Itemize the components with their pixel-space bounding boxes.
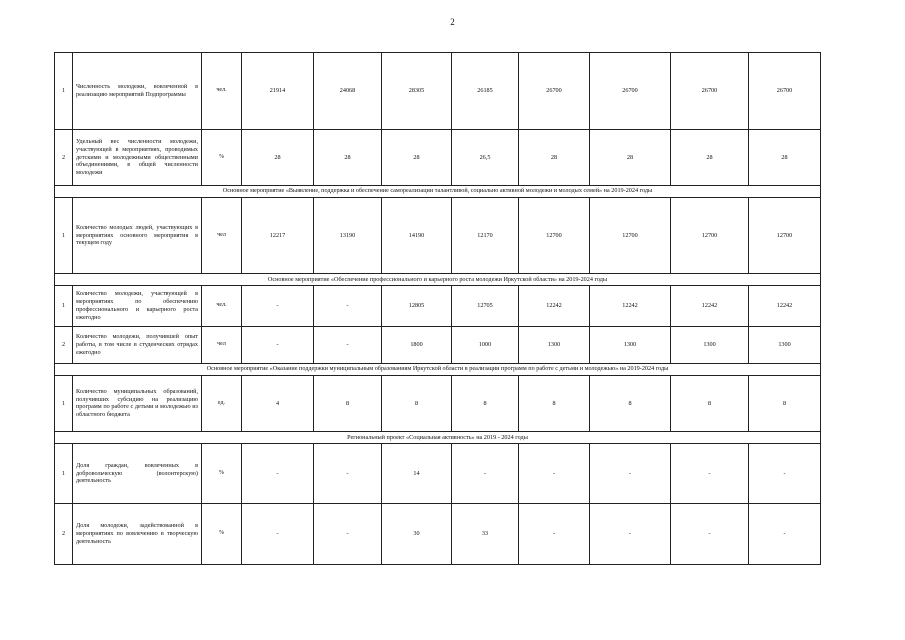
unit-cell: чел [202, 326, 242, 363]
value-cell: 1300 [671, 326, 749, 363]
section-header-row [55, 432, 821, 444]
row-number: 1 [55, 444, 73, 503]
value-cell: 28 [590, 130, 671, 185]
value-cell: 12242 [749, 286, 821, 326]
value-cell: 28 [671, 130, 749, 185]
table-row [55, 375, 821, 431]
value-cell: 12242 [590, 286, 671, 326]
value-cell: 33 [452, 503, 519, 564]
value-cell: 14 [382, 444, 452, 503]
value-cell: 13190 [314, 197, 382, 273]
indicator-name: Доля молодежи, задействованной в мероприятиях по вовлечению в творческую деятельность [73, 503, 202, 564]
value-cell: - [314, 444, 382, 503]
value-cell: - [519, 503, 590, 564]
value-cell: 28 [519, 130, 590, 185]
value-cell: 12700 [749, 197, 821, 273]
value-cell: 8 [590, 375, 671, 431]
value-cell: 26700 [519, 53, 590, 130]
value-cell: - [242, 286, 314, 326]
value-cell: 26,5 [452, 130, 519, 185]
value-cell: 1300 [590, 326, 671, 363]
value-cell: - [314, 286, 382, 326]
value-cell: 28305 [382, 53, 452, 130]
value-cell: - [671, 503, 749, 564]
value-cell: - [519, 444, 590, 503]
indicator-name: Удельный вес численности молодежи, участвующей в мероприятиях, проводимых детскими и молодежными общественными объединениями, в общей численности молодежи [73, 130, 202, 185]
value-cell: 1300 [749, 326, 821, 363]
value-cell: - [314, 326, 382, 363]
value-cell: 30 [382, 503, 452, 564]
table-row [55, 286, 821, 326]
value-cell: - [242, 326, 314, 363]
value-cell: - [242, 503, 314, 564]
indicators-table [54, 52, 821, 565]
row-number: 1 [55, 53, 73, 130]
indicator-name: Количество молодежи, получившей опыт работы, в том числе в студенческих отрядах ежегодно [73, 326, 202, 363]
value-cell: 12242 [671, 286, 749, 326]
unit-cell: % [202, 503, 242, 564]
row-number: 1 [55, 375, 73, 431]
value-cell: 26185 [452, 53, 519, 130]
value-cell: 26700 [590, 53, 671, 130]
row-number: 2 [55, 503, 73, 564]
value-cell: - [242, 444, 314, 503]
value-cell: 14190 [382, 197, 452, 273]
table-row [55, 197, 821, 273]
value-cell: - [314, 503, 382, 564]
value-cell: 28 [749, 130, 821, 185]
unit-cell: чел. [202, 286, 242, 326]
indicator-name: Численность молодежи, вовлеченной в реализацию мероприятий Подпрограммы [73, 53, 202, 130]
value-cell: 12217 [242, 197, 314, 273]
unit-cell: ед. [202, 375, 242, 431]
value-cell: 12700 [671, 197, 749, 273]
unit-cell: % [202, 130, 242, 185]
value-cell: 24068 [314, 53, 382, 130]
value-cell: 8 [382, 375, 452, 431]
section-header-row [55, 185, 821, 197]
row-number: 2 [55, 130, 73, 185]
value-cell: 8 [314, 375, 382, 431]
value-cell: 8 [519, 375, 590, 431]
value-cell: 28 [382, 130, 452, 185]
value-cell: 8 [749, 375, 821, 431]
value-cell: 26700 [749, 53, 821, 130]
indicator-name: Количество молодых людей, участвующих в мероприятиях основного мероприятия в текущем году [73, 197, 202, 273]
value-cell: 28 [242, 130, 314, 185]
value-cell: 26700 [671, 53, 749, 130]
value-cell: - [452, 444, 519, 503]
table-row [55, 53, 821, 130]
section-title: Региональный проект «Социальная активность» на 2019 - 2024 годы [55, 432, 821, 444]
value-cell: 8 [452, 375, 519, 431]
indicator-name: Доля граждан, вовлеченных в добровольческую (волонтерскую) деятельность [73, 444, 202, 503]
value-cell: 28 [314, 130, 382, 185]
unit-cell: чел. [202, 53, 242, 130]
value-cell: - [590, 503, 671, 564]
value-cell: 12242 [519, 286, 590, 326]
section-title: Основное мероприятие «Выявление, поддержка и обеспечение самореализации талантливой, социально активной молодежи и молодых семей» на 2019-2024 годы [55, 185, 821, 197]
table-row [55, 503, 821, 564]
section-title: Основное мероприятие «Оказание поддержки муниципальным образованиям Иркутской области в реализации программ по работе с детьми и молодежью» на 2019-2024 годы [55, 363, 821, 375]
value-cell: 1800 [382, 326, 452, 363]
value-cell: 12805 [382, 286, 452, 326]
value-cell: 12700 [590, 197, 671, 273]
value-cell: 12705 [452, 286, 519, 326]
table-row [55, 444, 821, 503]
table-row [55, 130, 821, 185]
value-cell: - [671, 444, 749, 503]
table-row [55, 326, 821, 363]
section-header-row [55, 274, 821, 286]
section-title: Основное мероприятие «Обеспечение профессионального и карьерного роста молодежи Иркутской области» на 2019-2024 годы [55, 274, 821, 286]
row-number: 1 [55, 197, 73, 273]
section-header-row [55, 363, 821, 375]
value-cell: 4 [242, 375, 314, 431]
value-cell: 1000 [452, 326, 519, 363]
unit-cell: чел [202, 197, 242, 273]
value-cell: - [749, 444, 821, 503]
indicator-name: Количество молодежи, участвующей в мероприятиях по обеспечению профессионального и карьерного роста ежегодно [73, 286, 202, 326]
value-cell: 12700 [519, 197, 590, 273]
page-number: 2 [450, 17, 455, 27]
unit-cell: % [202, 444, 242, 503]
value-cell: - [749, 503, 821, 564]
value-cell: 12170 [452, 197, 519, 273]
row-number: 2 [55, 326, 73, 363]
indicator-name: Количество муниципальных образований, получивших субсидию на реализацию программ по работе с детьми и молодежью из областного бюджета [73, 375, 202, 431]
value-cell: 1300 [519, 326, 590, 363]
value-cell: 21914 [242, 53, 314, 130]
value-cell: - [590, 444, 671, 503]
row-number: 1 [55, 286, 73, 326]
value-cell: 8 [671, 375, 749, 431]
